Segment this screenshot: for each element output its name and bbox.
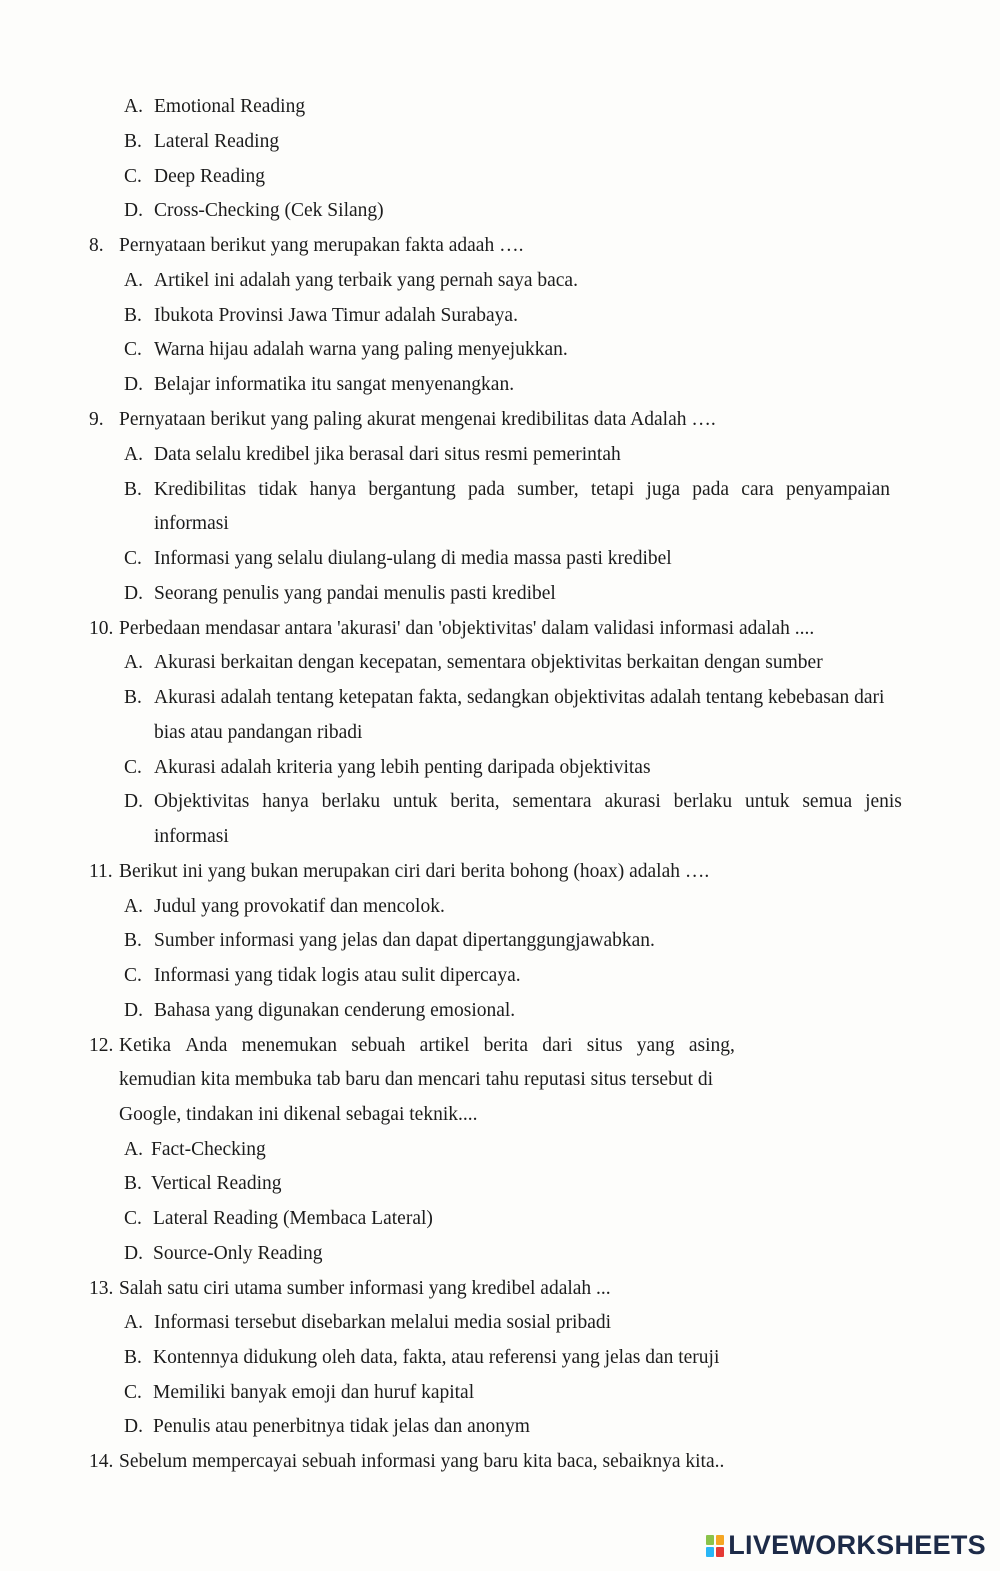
q12-line1-word: Anda [185,1035,228,1056]
q10-option-b[interactable]: B. Akurasi adalah tentang ketepatan fakta, sedangkan objektivitas adalah tentang kebebasan dari [124,687,885,708]
q11-option-c[interactable]: C. Informasi yang tidak logis atau sulit dipercaya. [124,965,521,986]
q10-option-d-word: semua [802,791,853,812]
q9-option-b-continuation: informasi [154,513,229,534]
q12-question-line1 [119,1034,735,1058]
q9-option-b[interactable]: B. Kredibilitas tidak hanya bergantung pada sumber, tetapi juga pada cara penyampaian [124,479,890,500]
q9-option-b-word: pada [468,479,505,500]
q13-option-b[interactable]: B. Kontennya didukung oleh data, fakta, atau referensi yang jelas dan teruji [124,1347,720,1368]
q11-question: 11. Berikut ini yang bukan merupakan ciri dari berita bohong (hoax) adalah …. [89,861,710,882]
q11-option-a[interactable]: A. Judul yang provokatif dan mencolok. [124,896,445,917]
q9-option-b-word: juga [646,479,680,500]
q12-line1-word: situs [586,1035,623,1056]
q9-option-b-word: bergantung [368,479,456,500]
q9-option-c[interactable]: C. Informasi yang selalu diulang-ulang di media massa pasti kredibel [124,548,672,569]
q9-option-b-word: tidak [258,479,298,500]
q12-option-d[interactable]: D. Source-Only Reading [124,1243,323,1264]
q7-option-d[interactable]: D. Cross-Checking (Cek Silang) [124,200,384,221]
q12-option-c[interactable]: C. Lateral Reading (Membaca Lateral) [124,1208,433,1229]
q10-option-d-word: berlaku [321,791,381,812]
q10-option-d[interactable]: D. Objektivitas hanya berlaku untuk berita, sementara akurasi berlaku untuk semua jenis [124,791,902,812]
q9-option-b-word: tetapi [590,479,635,500]
q12-line1-word: Ketika [119,1035,171,1056]
q10-option-d-word: untuk [745,791,790,812]
q7-option-a[interactable]: A. Emotional Reading [124,96,306,117]
q9-option-b-text [154,478,890,502]
q10-option-d-word: berlaku [673,791,733,812]
q7-option-b[interactable]: B. Lateral Reading [124,131,280,152]
q9-option-b-word: hanya [309,479,357,500]
logo-square [706,1547,714,1557]
liveworksheets-logo [706,1530,986,1561]
q10-option-c[interactable]: C. Akurasi adalah kriteria yang lebih penting daripada objektivitas [124,757,651,778]
q8-option-d[interactable]: D. Belajar informatika itu sangat menyenangkan. [124,374,515,395]
q9-option-b-word: Kredibilitas [154,479,247,500]
q12-line1-word: dari [542,1035,573,1056]
q9-question: 9. Pernyataan berikut yang paling akurat mengenai kredibilitas data Adalah …. [89,409,716,430]
q12-line1-word: artikel [419,1035,470,1056]
q8-option-b[interactable]: B. Ibukota Provinsi Jawa Timur adalah Surabaya. [124,305,518,326]
q10-option-a[interactable]: A. Akurasi berkaitan dengan kecepatan, sementara objektivitas berkaitan dengan sumber [124,652,823,673]
q9-option-b-word: cara [741,479,774,500]
q12-option-b[interactable]: B. Vertical Reading [124,1173,282,1194]
q7-option-c[interactable]: C. Deep Reading [124,166,266,187]
q13-option-d[interactable]: D. Penulis atau penerbitnya tidak jelas dan anonym [124,1416,530,1437]
q12-line1-word: asing, [688,1035,735,1056]
logo-square [716,1535,724,1545]
q9-option-d[interactable]: D. Seorang penulis yang pandai menulis pasti kredibel [124,583,556,604]
q8-question: 8. Pernyataan berikut yang merupakan fakta adaah …. [89,235,524,256]
logo-square [716,1547,724,1557]
logo-square [706,1535,714,1545]
q10-option-b-continuation: bias atau pandangan ribadi [154,722,363,743]
q14-question: 14. Sebelum mempercayai sebuah informasi yang baru kita baca, sebaiknya kita.. [89,1451,725,1472]
q11-option-b[interactable]: B. Sumber informasi yang jelas dan dapat dipertanggungjawabkan. [124,930,655,951]
q10-option-d-text [154,790,902,814]
q12-option-a[interactable]: A. Fact-Checking [124,1139,266,1160]
q9-option-b-word: pada [692,479,730,500]
q10-option-d-word: sementara [512,791,592,812]
q13-option-a[interactable]: A. Informasi tersebut disebarkan melalui media sosial pribadi [124,1312,612,1333]
q12-question-line2: kemudian kita membuka tab baru dan mencari tahu reputasi situs tersebut di [119,1069,714,1090]
q10-option-d-word: jenis [865,791,902,812]
q8-option-c[interactable]: C. Warna hijau adalah warna yang paling menyejukkan. [124,339,568,360]
q11-option-d[interactable]: D. Bahasa yang digunakan cenderung emosional. [124,1000,516,1021]
q12-question-line3: Google, tindakan ini dikenal sebagai teknik.... [119,1104,478,1125]
q12-question: 12. Ketika Anda menemukan sebuah artikel berita dari situs yang asing, [89,1035,735,1056]
q10-option-d-word: Objektivitas [154,791,250,812]
q12-line1-word: sebuah [351,1035,406,1056]
q12-line1-word: berita [483,1035,528,1056]
q9-option-b-word: penyampaian [786,479,890,500]
liveworksheets-logo-icon [706,1535,724,1557]
q10-option-d-word: akurasi [604,791,661,812]
q10-option-d-continuation: informasi [154,826,229,847]
q13-question: 13. Salah satu ciri utama sumber informasi yang kredibel adalah ... [89,1278,611,1299]
q12-line1-word: menemukan [241,1035,337,1056]
q10-question: 10. Perbedaan mendasar antara 'akurasi' dan 'objektivitas' dalam validasi informasi adalah .... [89,618,815,639]
q10-option-d-word: berita, [450,791,500,812]
q12-line1-word: yang [636,1035,675,1056]
q9-option-a[interactable]: A. Data selalu kredibel jika berasal dari situs resmi pemerintah [124,444,621,465]
q9-option-b-word: sumber, [517,479,579,500]
q13-option-c[interactable]: C. Memiliki banyak emoji dan huruf kapital [124,1382,475,1403]
q10-option-d-word: hanya [262,791,309,812]
liveworksheets-logo-text: LIVEWORKSHEETS [728,1530,986,1560]
q8-option-a[interactable]: A. Artikel ini adalah yang terbaik yang pernah saya baca. [124,270,578,291]
q10-option-d-word: untuk [393,791,438,812]
